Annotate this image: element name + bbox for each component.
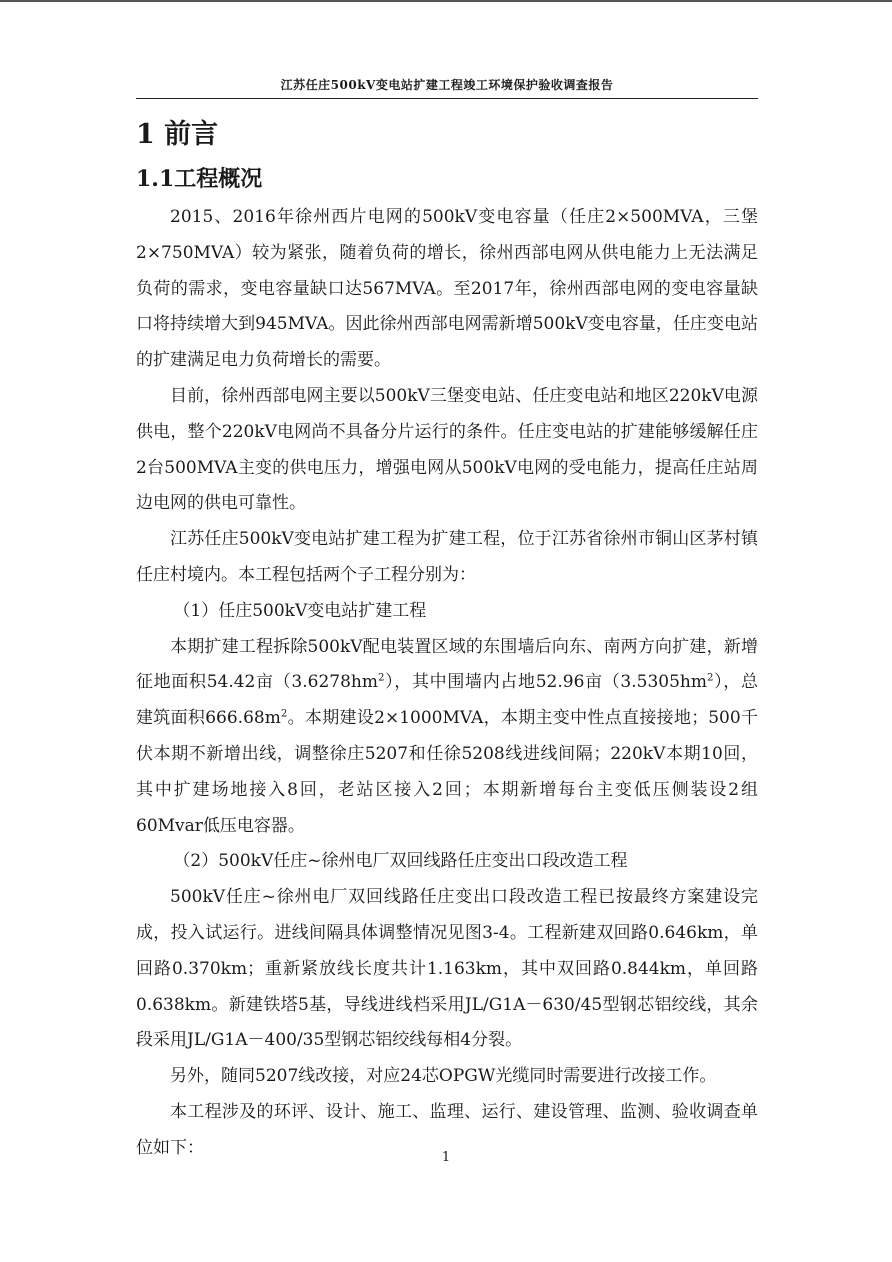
- page-top-border: [0, 0, 892, 2]
- paragraph-location: 江苏任庄500kV变电站扩建工程为扩建工程，位于江苏省徐州市铜山区茅村镇任庄村境内。本工程包括两个子工程分别为：: [136, 529, 758, 585]
- paragraph-capacity: 2015、2016年徐州西片电网的500kV变电容量（任庄2×500MVA，三堡2×750MVA）较为紧张，随着负荷的增长，徐州西部电网从供电能力上无法满足负荷的需求，变电容量缺口达567MVA。至2017年，徐州西部电网的变电容量缺口将持续增大到945MVA。因此徐州西部电网需新增500kV变电容量，任庄变电站的扩建满足电力负荷增长的需要。: [136, 207, 758, 371]
- subproject-1-title: （1）任庄500kV变电站扩建工程: [173, 600, 427, 621]
- running-header: 江苏任庄500kV变电站扩建工程竣工环境保护验收调查报告: [280, 78, 614, 92]
- subproject-2-title: （2）500kV任庄~徐州电厂双回线路任庄变出口段改造工程: [173, 851, 628, 872]
- paragraph-current-grid: 目前，徐州西部电网主要以500kV三堡变电站、任庄变电站和地区220kV电源供电，整个220kV电网尚不具备分片运行的条件。任庄变电站的扩建能够缓解任庄2台500MVA主变的供电压力，增强电网从500kV电网的受电能力，提高任庄站周边电网的供电可靠性。: [136, 385, 758, 514]
- paragraph-substation-expansion: 本期扩建工程拆除500kV配电装置区域的东围墙后向东、南两方向扩建，新增征地面积54.42亩$(3.6278hm^2)$，其中围墙内占地52.96亩$(3.5305hm^2)$，总建筑面积$666.68m^2$。本期建设2×1000MVA，本期主变中性点直接接地；500千伏本期不新增出线，调整徐庄5207和任徐5208线进线间隔；220kV本期10回，其中扩建场地接入8回，老站区接入2回；本期新增每台主变低压侧装设2组60Mvar低压电容器。: [136, 636, 758, 836]
- page-number: 1: [441, 1150, 451, 1165]
- chapter-heading: 1 前言: [136, 119, 219, 150]
- section-heading: 1.1工程概况: [136, 166, 263, 192]
- header-divider: [136, 98, 758, 99]
- paragraph-units: 本工程涉及的环评、设计、施工、监理、运行、建设管理、监测、验收调查单位如下：: [136, 1101, 758, 1158]
- body-text: [136, 200, 758, 1167]
- paragraph-opgw: 另外，随同5207线改接，对应24芯OPGW光缆同时需要进行改接工作。: [170, 1066, 717, 1087]
- paragraph-line-rebuild: 500kV任庄~徐州电厂双回线路任庄变出口段改造工程已按最终方案建设完成，投入试运行。进线间隔具体调整情况见图3-4。工程新建双回路0.646km，单回路0.370km；重新紧放线长度共计1.163km，其中双回路0.844km，单回路0.638km。新建铁塔5基，导线进线档采用JL/G1A－630/45型钢芯铝绞线，其余段采用JL/G1A－400/35型钢芯铝绞线每相4分裂。: [136, 887, 758, 1051]
